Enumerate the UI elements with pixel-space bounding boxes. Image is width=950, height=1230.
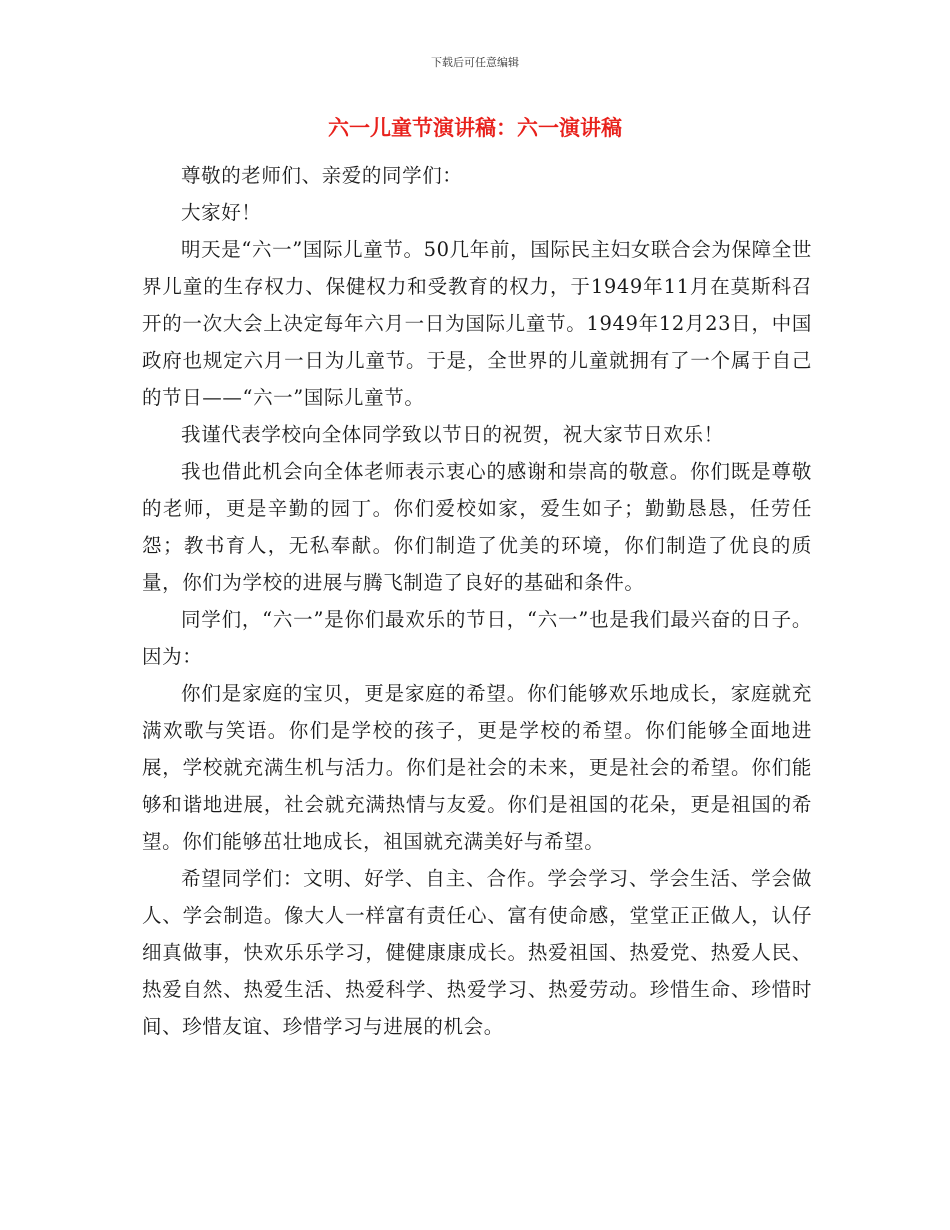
expectations-paragraph: 希望同学们：文明、好学、自主、合作。学会学习、学会生活、学会做人、学会制造。像大人一样富有责任心、富有使命感，堂堂正正做人，认仔细真做事，快欢乐乐学习，健健康康成长。热爱祖国、热爱党、热爱人民、热爱自然、热爱生活、热爱科学、热爱学习、热爱劳动。珍惜生命、珍惜时间、珍惜友谊、珍惜学习与进展的机会。	[142, 867, 812, 1038]
students-intro-paragraph: 同学们，“六一”是你们最欢乐的节日，“六一”也是我们最兴奋的日子。因为：	[142, 608, 812, 668]
teacher-thanks-paragraph: 我也借此机会向全体老师表示衷心的感谢和崇高的敬意。你们既是尊敬的老师，更是辛勤的园丁。你们爱校如家，爱生如子；勤勤恳恳，任劳任怨；教书育人，无私奉献。你们制造了优美的环境，你们制造了优良的质量，你们为学校的进展与腾飞制造了良好的基础和条件。	[142, 460, 812, 594]
header-note: 下载后可任意编辑	[431, 56, 519, 69]
salutation-paragraph: 尊敬的老师们、亲爱的同学们：	[181, 164, 463, 187]
history-paragraph: 明天是“六一”国际儿童节。50几年前，国际民主妇女联合会为保障全世界儿童的生存权力、保健权力和受教育的权力，于1949年11月在莫斯科召开的一次大会上决定每年六月一日为国际儿童节。1949年12月23日，中国政府也规定六月一日为儿童节。于是，全世界的儿童就拥有了一个属于自己的节日——“六一”国际儿童节。	[142, 238, 812, 409]
greeting-paragraph: 大家好！	[181, 201, 262, 224]
hope-paragraph: 你们是家庭的宝贝，更是家庭的希望。你们能够欢乐地成长，家庭就充满欢歌与笑语。你们是学校的孩子，更是学校的希望。你们能够全面地进展，学校就充满生机与活力。你们是社会的未来，更是社会的希望。你们能够和谐地进展，社会就充满热情与友爱。你们是祖国的花朵，更是祖国的希望。你们能够茁壮地成长，祖国就充满美好与希望。	[142, 682, 812, 853]
document-title: 六一儿童节演讲稿：六一演讲稿	[328, 116, 622, 140]
congratulation-paragraph: 我谨代表学校向全体同学致以节日的祝贺，祝大家节日欢乐！	[181, 423, 724, 446]
document-body	[142, 157, 812, 1045]
